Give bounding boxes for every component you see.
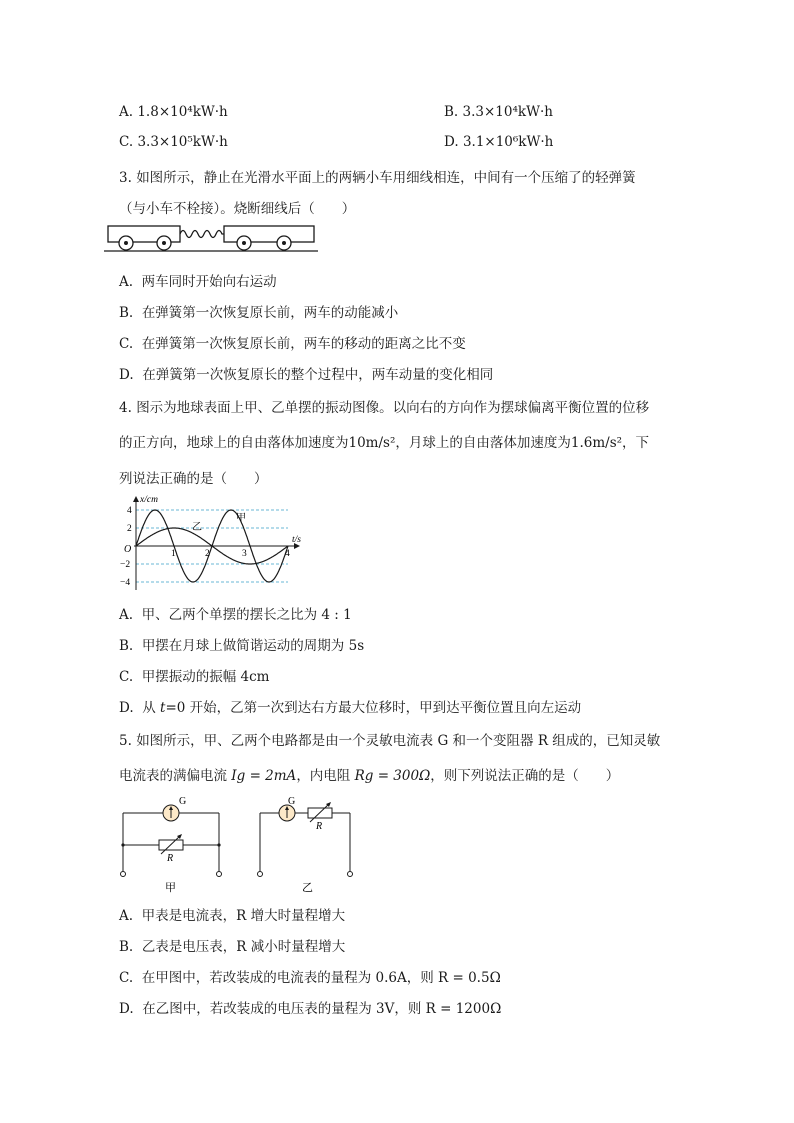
q5-stem-line1 [119,729,660,749]
x-tick-label: 3 [242,549,247,559]
q5-option-c: C. 在甲图中，若改装成的电流表的量程为 0.6A，则 R = 0.5Ω [119,970,501,986]
g-label: G [179,796,187,807]
g-label: G [288,796,296,807]
option-key: B. [444,104,459,120]
pendulum-vibration-graph [120,492,310,592]
r-label: R [167,853,174,864]
internal-resistance: Rg = 300Ω [354,768,431,784]
option-key: C. [119,134,134,150]
q2-option-d [444,134,553,150]
question-stem: 如图所示，甲、乙两个电路都是由一个灵敏电流表 G 和一个变阻器 R 组成的，已知灵敏 [136,733,661,749]
q3-option-c: C. 在弹簧第一次恢复原长前，两车的移动的距离之比不变 [119,336,466,352]
option-text: 3.3×10⁵kW·h [137,134,228,150]
q4-stem-line1 [119,396,649,416]
terminal [348,872,353,877]
q5-option-d: D. 在乙图中，若改装成的电压表的量程为 3V，则 R = 1200Ω [119,1001,502,1017]
q5-stem-line2: 电流表的满偏电流 Ig = 2mA，内电阻 Rg = 300Ω，则下列说法正确的是（ ） [119,768,620,784]
question-stem: 如图所示，静止在光滑水平面上的两辆小车用细线相连，中间有一个压缩了的轻弹簧 [136,170,636,186]
q2-option-a [119,104,228,120]
y-axis-arrow-icon [133,496,139,502]
q3-option-a: A. 两车同时开始向右运动 [119,274,277,290]
spring [180,231,224,238]
question-number: 4. [119,400,132,416]
full-scale-current: Ig = 2mA [231,768,297,784]
circuit-label-yi: 乙 [302,882,313,894]
y-tick-label: 4 [127,506,132,516]
moon-gravity-value: 1.6m/s² [570,435,623,451]
terminal [121,872,126,877]
q3-stem-line1 [119,166,636,186]
x-tick-label: 2 [205,549,210,559]
x-tick-label: 4 [285,549,290,559]
earth-gravity-value: 10m/s² [348,435,396,451]
label-yi: 乙 [192,522,202,533]
option-text: 3.1×10⁶kW·h [462,134,554,150]
q3-stem-line2: （与小车不栓接）。烧断细线后（ ） [119,201,356,217]
question-number: 3. [119,170,132,186]
option-text: 3.3×10⁴kW·h [462,104,553,120]
x-axis-label: t/s [292,535,301,545]
y-axis-label: x/cm [140,495,158,505]
x-tick-label: 1 [171,549,176,559]
r-label: R [316,821,323,832]
origin-label: O [124,544,132,555]
q5-option-b: B. 乙表是电压表，R 减小时量程增大 [119,939,346,955]
q3-option-b: B. 在弹簧第一次恢复原长前，两车的动能减小 [119,305,399,321]
y-tick-label: −4 [120,578,131,588]
circuit-jia [115,795,230,895]
q4-option-d: D. 从 t=0 开始，乙第一次到达右方最大位移时，甲到达平衡位置且向左运动 [119,700,582,716]
q4-option-b: B. 甲摆在月球上做简谐运动的周期为 5s [119,638,365,654]
q4-option-c: C. 甲摆振动的振幅 4cm [119,669,270,685]
option-text: 1.8×10⁴kW·h [137,104,228,120]
circuit-yi [250,795,365,895]
terminal [258,872,263,877]
question-number: 5. [119,733,132,749]
terminal [217,872,222,877]
q4-stem-line3: 列说法正确的是（ ） [119,471,268,487]
q4-stem-line2: 的正方向，地球上的自由落体加速度为10m/s²，月球上的自由落体加速度为1.6m/s²，下 [119,435,650,451]
y-tick-label: 2 [127,524,132,534]
q3-option-d: D. 在弹簧第一次恢复原长的整个过程中，两车动量的变化相同 [119,367,494,383]
question-stem: 图示为地球表面上甲、乙单摆的振动图像。以向右的方向作为摆球偏离平衡位置的位移 [136,400,650,416]
circuit-label-jia: 甲 [165,882,176,894]
y-tick-label: −2 [120,560,131,570]
q5-option-a: A. 甲表是电流表，R 增大时量程增大 [119,908,346,924]
label-jia: 甲 [236,513,246,524]
option-key: D. [444,134,459,150]
q2-option-b [444,104,553,120]
q2-option-c [119,134,228,150]
q4-option-a: A. 甲、乙两个单摆的摆长之比为 4 : 1 [119,607,352,623]
two-carts-spring-figure [100,220,320,256]
option-key: A. [119,104,134,120]
